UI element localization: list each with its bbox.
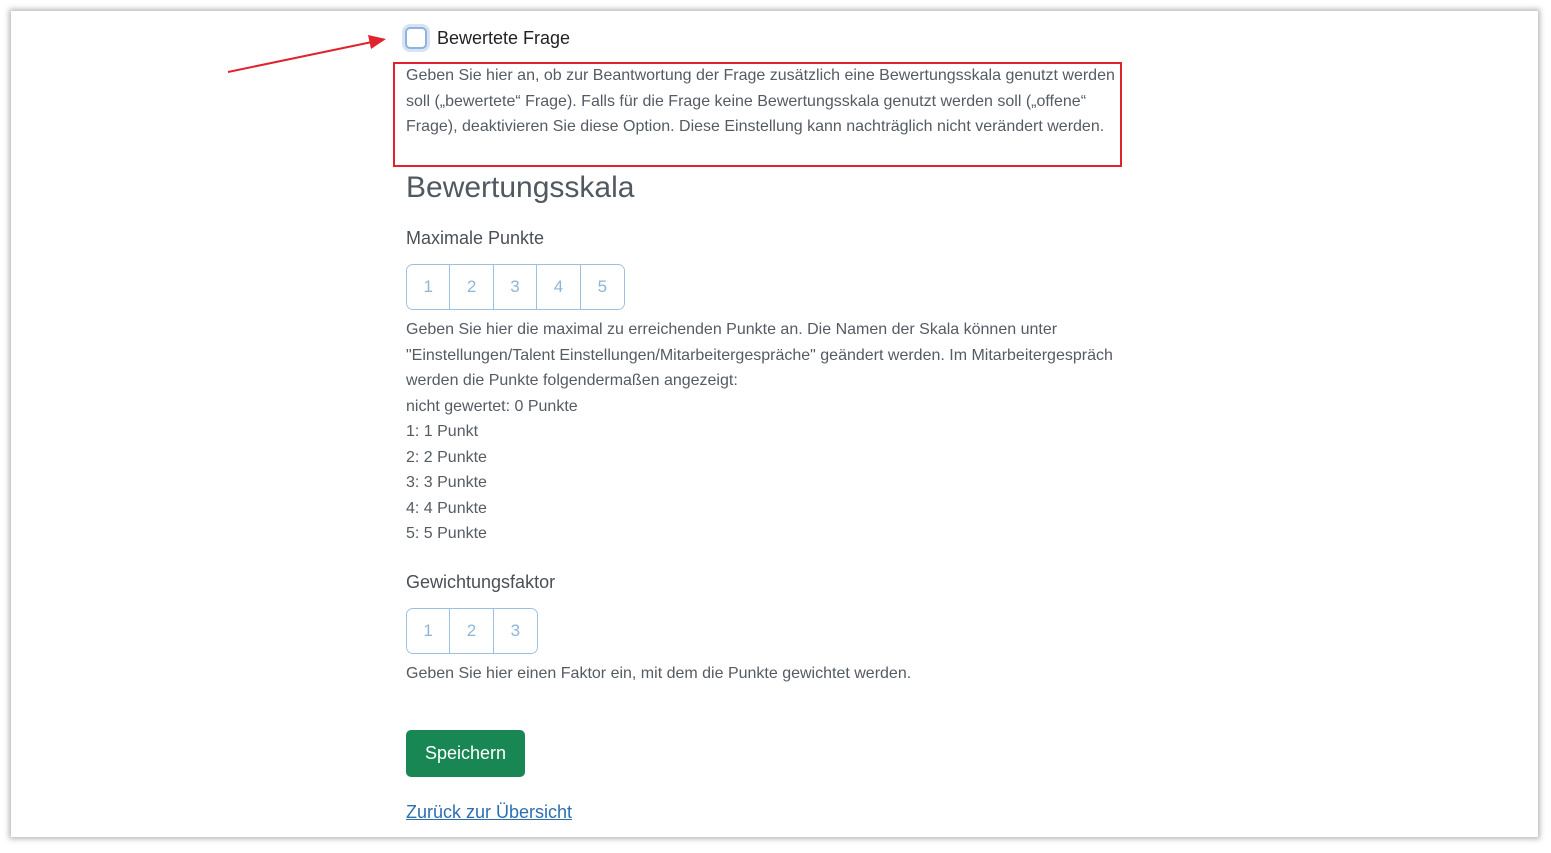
max-points-help-line: 5: 5 Punkte: [406, 525, 487, 542]
annotation-arrow-icon: [220, 30, 395, 80]
max-points-help-intro: Geben Sie hier die maximal zu erreichenden Punkte an. Die Namen der Skala können unter "Einstellungen/Talent Einstellungen/Mitarbeitergespräche" geändert werden. Im Mitarbeitergespräch werden die Punkte folgendermaßen angezeigt:: [406, 321, 1113, 389]
max-points-button-group: [406, 264, 625, 310]
max-points-option-4[interactable]: 4: [537, 265, 580, 309]
max-points-option-1[interactable]: 1: [407, 265, 450, 309]
max-points-option-3[interactable]: 3: [494, 265, 537, 309]
max-points-help-line: nicht gewertet: 0 Punkte: [406, 397, 578, 415]
back-to-overview-link[interactable]: Zurück zur Übersicht: [406, 802, 573, 822]
weight-label: Gewichtungsfaktor: [406, 572, 556, 592]
max-points-option-5[interactable]: 5: [581, 265, 624, 309]
max-points-help-line: 3: 3 Punkte: [406, 474, 487, 491]
max-points-label: Maximale Punkte: [406, 228, 545, 248]
weight-help: Geben Sie hier einen Faktor ein, mit dem die Punkte gewichtet werden.: [406, 665, 912, 682]
save-button[interactable]: Speichern: [406, 730, 525, 777]
weight-button-group: [406, 608, 538, 654]
rated-question-row[interactable]: [405, 27, 570, 49]
max-points-option-2[interactable]: 2: [450, 265, 493, 309]
weight-option-1[interactable]: 1: [407, 609, 450, 653]
max-points-help-line: 2: 2 Punkte: [406, 448, 487, 466]
weight-option-3[interactable]: 3: [494, 609, 537, 653]
rated-question-help: Geben Sie hier an, ob zur Beantwortung der Frage zusätzlich eine Bewertungsskala genutzt werden soll („bewertete“ Frage). Falls für die Frage keine Bewertungsskala genutzt werden soll („offene“ Frage), deaktivieren Sie diese Option. Diese Einstellung kann nachträglich nicht verändert werden.: [406, 67, 1115, 135]
rated-question-label: Bewertete Frage: [437, 27, 571, 48]
rated-question-checkbox[interactable]: [405, 27, 427, 49]
section-title: Bewertungsskala: [406, 171, 635, 204]
max-points-help: [406, 317, 1118, 547]
weight-option-2[interactable]: 2: [450, 609, 493, 653]
max-points-help-line: 1: 1 Punkt: [406, 423, 479, 440]
max-points-help-line: 4: 4 Punkte: [406, 499, 487, 517]
